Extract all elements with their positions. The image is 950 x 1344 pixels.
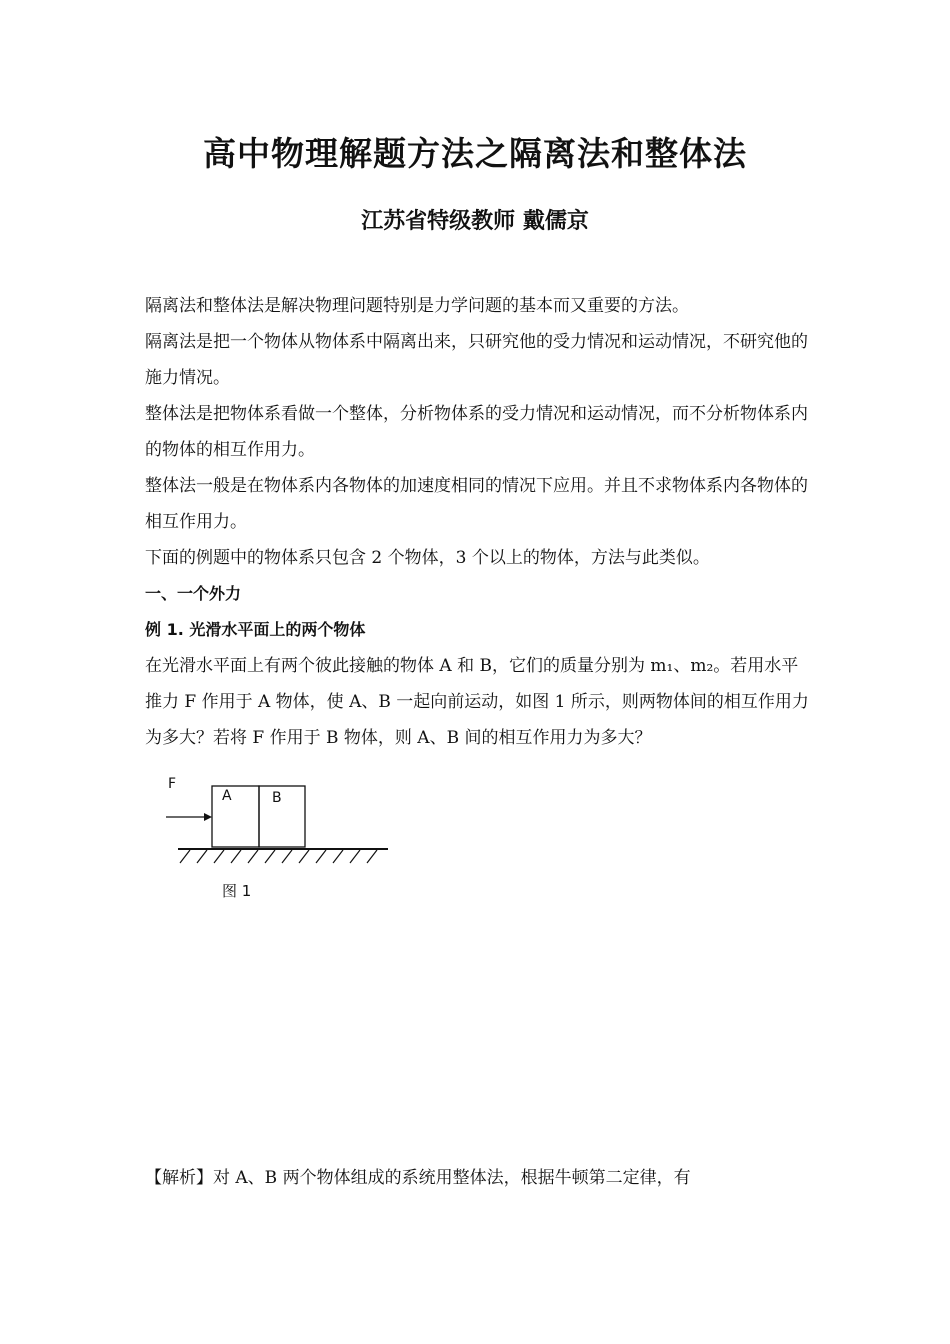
ground-hatching [180,850,377,863]
paragraph-examples-note: 下面的例题中的物体系只包含 2 个物体，3 个以上的物体，方法与此类似。 [145,548,710,568]
problem-text: 在光滑水平面上有两个彼此接触的物体 A 和 B，它们的质量分别为 m₁、m₂。若用水平推力 F 作用于 A 物体，使 A、B 一起向前运动，如图 1 所示，则两物体间的相互作用力为多大？若将 F 作用于 B 物体，则 A、B 间的相互作用力为多大？ [145,656,809,748]
document-body [145,288,810,756]
block-b-label: B [272,790,282,806]
paragraph-whole: 整体法是把物体系看做一个整体，分析物体系的受力情况和运动情况，而不分析物体系内的物体的相互作用力。 [145,404,808,460]
force-label: F [168,776,177,792]
figure-1-diagram [160,770,400,910]
block-a-label: A [222,788,232,804]
figure-caption: 图 1 [222,882,252,900]
section-heading: 一、一个外力 [145,584,242,603]
analysis-text: 【解析】对 A、B 两个物体组成的系统用整体法，根据牛顿第二定律，有 [145,1168,691,1188]
block-b [259,786,305,847]
document-title: 高中物理解题方法之隔离法和整体法 [203,134,747,173]
block-a [212,786,259,847]
paragraph-isolation: 隔离法是把一个物体从物体系中隔离出来，只研究他的受力情况和运动情况，不研究他的施力情况。 [145,332,808,388]
paragraph-intro: 隔离法和整体法是解决物理问题特别是力学问题的基本而又重要的方法。 [145,296,689,316]
paragraph-whole-usage: 整体法一般是在物体系内各物体的加速度相同的情况下应用。并且不求物体系内各物体的相互作用力。 [145,476,808,532]
author-line: 江苏省特级教师 戴儒京 [361,208,589,234]
force-arrow-head [204,813,212,821]
example-heading: 例 1. 光滑水平面上的两个物体 [145,620,366,639]
